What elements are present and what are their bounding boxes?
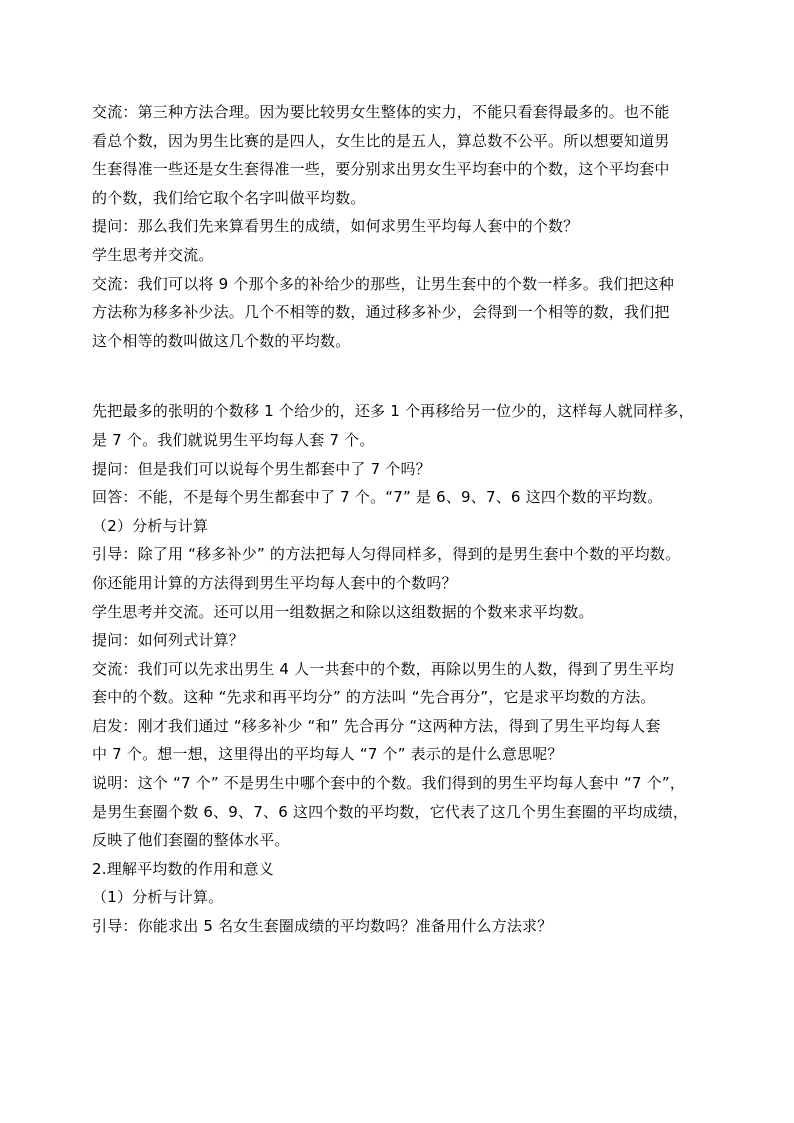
text-line: 是 7 个。我们就说男生平均每人套 7 个。 [92, 430, 375, 449]
section-heading: （1）分析与计算。 [92, 888, 224, 907]
text-line: 生套得准一些还是女生套得准一些，要分别求出男女生平均套中的个数，这个平均套中 [92, 160, 670, 179]
text-line: 的个数，我们给它取个名字叫做平均数。 [92, 188, 366, 207]
text-line: 你还能用计算的方法得到男生平均每人套中的个数吗？ [92, 573, 457, 592]
text-line: 学生思考并交流。 [92, 245, 214, 264]
text-line: 先把最多的张明的个数移 1 个给少的，还多 1 个再移给另一位少的，这样每人就同样多， [92, 402, 694, 421]
text-line: 引导：你能求出 5 名女生套圈成绩的平均数吗？准备用什么方法求？ [92, 917, 553, 936]
text-line: 反映了他们套圈的整体水平。 [92, 831, 290, 850]
text-line: 套中的个数。这种 “先求和再平均分” 的方法叫 “先合再分”，它是求平均数的方法。 [92, 688, 656, 707]
paragraph-block-1 [92, 98, 704, 355]
text-line: 启发：刚才我们通过 “移多补少 “和” 先合再分 “这两种方法，得到了男生平均每人套 [92, 716, 661, 735]
text-line: 交流：我们可以先求出男生 4 人一共套中的个数，再除以男生的人数，得到了男生平均 [92, 659, 675, 678]
section-heading: （2）分析与计算 [92, 516, 209, 535]
text-line: 是男生套圈个数 6、9、7、6 这四个数的平均数，它代表了这几个男生套圈的平均成绩， [92, 802, 689, 821]
text-line: 交流：第三种方法合理。因为要比较男女生整体的实力，不能只看套得最多的。也不能 [92, 103, 670, 121]
text-line: 提问：那么我们先来算看男生的成绩，如何求男生平均每人套中的个数？ [92, 217, 579, 236]
text-line: 这个相等的数叫做这几个数的平均数。 [92, 331, 351, 350]
text-line: 提问：但是我们可以说每个男生都套中了 7 个吗？ [92, 459, 431, 478]
section-heading: 2.理解平均数的作用和意义 [92, 859, 274, 878]
paragraph-block-2 [92, 397, 704, 940]
text-line: 中 7 个。想一想，这里得出的平均每人 “7 个” 表示的是什么意思呢？ [92, 745, 563, 764]
text-line: 引导：除了用 “移多补少” 的方法把每人匀得同样多，得到的是男生套中个数的平均数。 [92, 545, 681, 564]
text-line: 交流：我们可以将 9 个那个多的补给少的那些，让男生套中的个数一样多。我们把这种 [92, 274, 675, 293]
text-line: 回答：不能，不是每个男生都套中了 7 个。“7” 是 6、9、7、6 这四个数的平均数。 [92, 488, 663, 507]
text-line: 说明：这个 “7 个” 不是男生中哪个套中的个数。我们得到的男生平均每人套中 “7 个”， [92, 774, 686, 793]
paragraph-gap [92, 355, 704, 397]
text-line: 方法称为移多补少法。几个不相等的数，通过移多补少，会得到一个相等的数，我们把 [92, 303, 670, 322]
text-line: 提问：如何列式计算？ [92, 631, 245, 650]
document-page [92, 98, 704, 941]
text-line: 学生思考并交流。还可以用一组数据之和除以这组数据的个数来求平均数。 [92, 602, 594, 621]
text-line: 看总个数，因为男生比赛的是四人，女生比的是五人，算总数不公平。所以想要知道男 [92, 131, 670, 150]
